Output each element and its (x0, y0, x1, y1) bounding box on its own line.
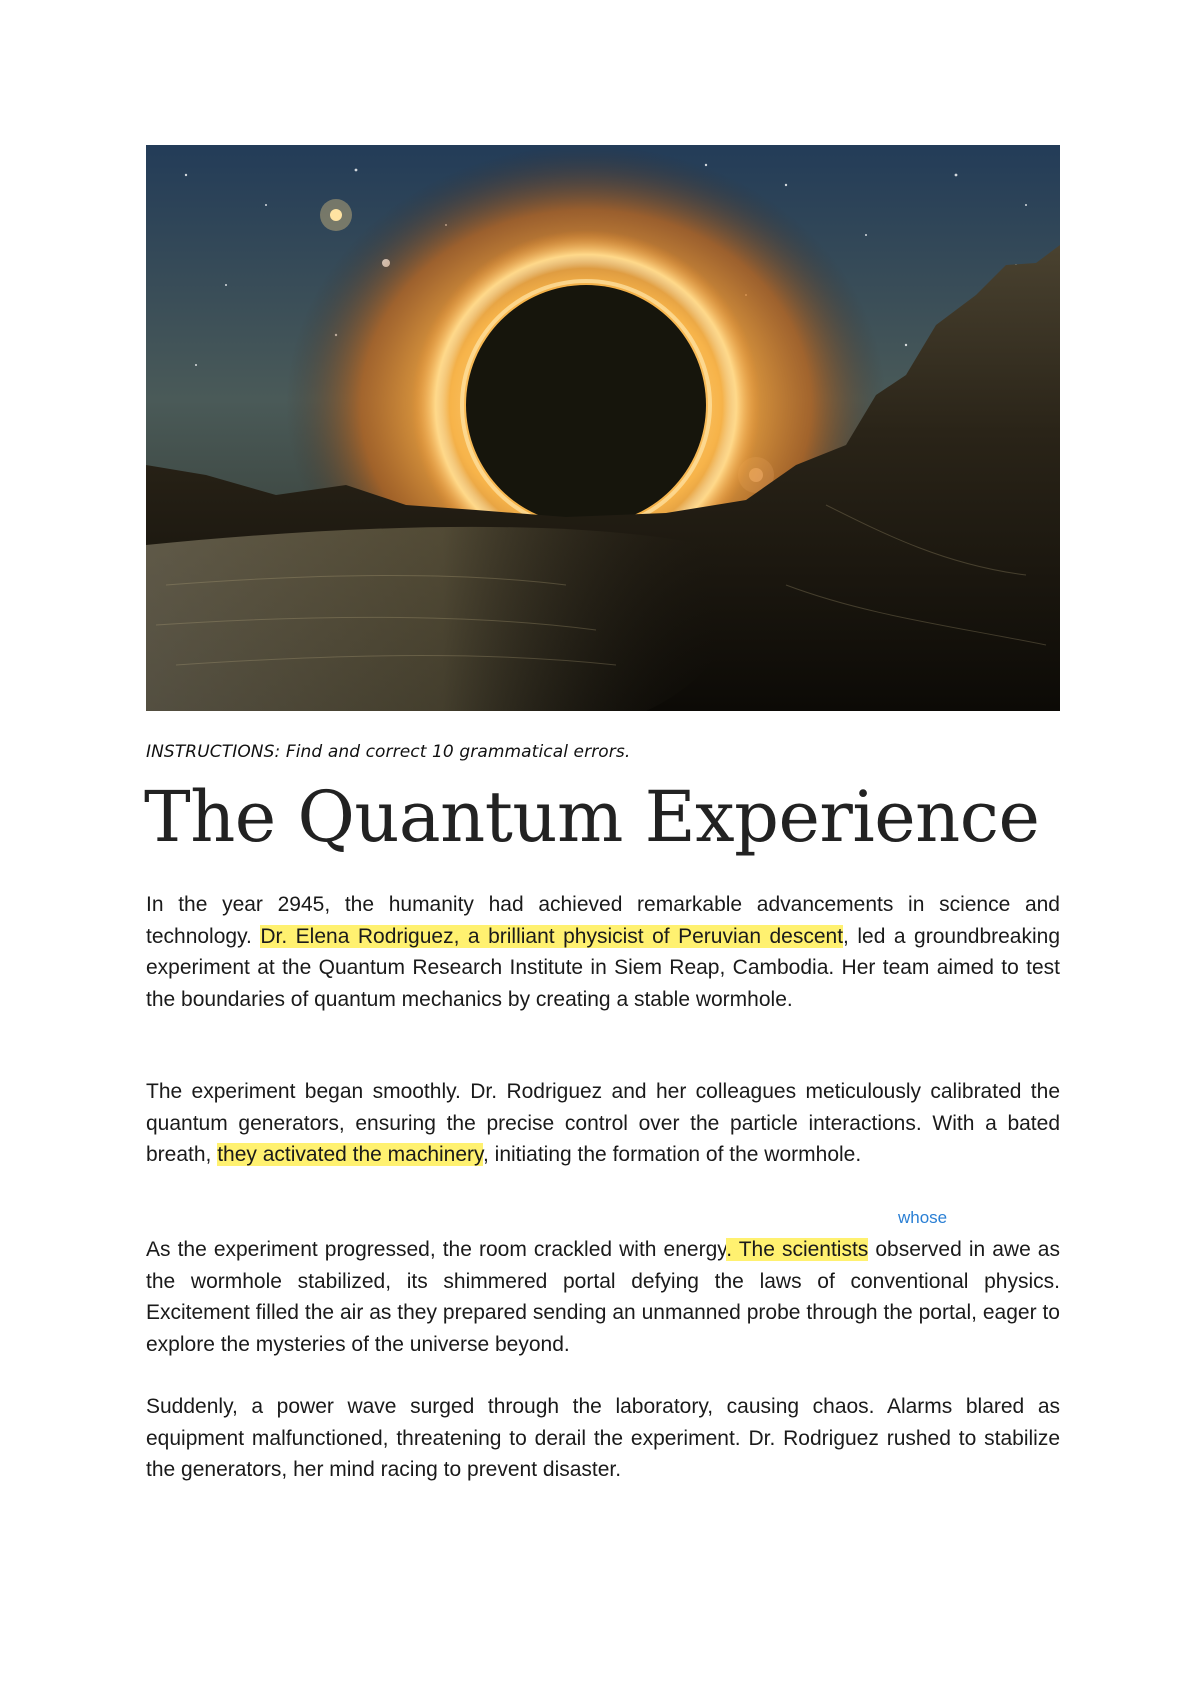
paragraph-2 (146, 1076, 1060, 1171)
paragraph-1-highlight: Dr. Elena Rodriguez, a brilliant physicist of Peruvian descent (260, 924, 844, 948)
paragraph-1-text-b: , led a groundbreaking experiment at the Quantum Research Institute in Siem Reap, Cambodia. Her team aimed to test the boundaries of quantum mechanics by creating a stable wormhole. (146, 924, 1060, 1011)
paragraph-1 (146, 889, 1060, 1015)
hero-image (146, 145, 1060, 711)
paragraph-3-text-b: observed in awe as the wormhole stabilized, its shimmered portal defying the laws of conventional physics. Excitement filled the air as they prepared sending an unmanned probe through the portal, eager to explore the mysteries of the universe beyond. (146, 1238, 1060, 1356)
paragraph-4 (146, 1391, 1060, 1486)
black-hole-illustration (146, 145, 1060, 711)
paragraph-3 (146, 1234, 1060, 1360)
paragraph-4-text-a: Suddenly, a power wave surged through the laboratory, causing chaos. Alarms blared as equipment malfunctioned, threatening to derail the experiment. Dr. Rodriguez rushed to stabilize the generators, her mind racing to prevent disaster. (146, 1395, 1060, 1481)
page-title: The Quantum Experience (144, 776, 1040, 858)
paragraph-3-text-a: As the experiment progressed, the room crackled with energy (146, 1238, 727, 1261)
paragraph-3-highlight: . The scientists (726, 1238, 869, 1261)
instructions-text: INSTRUCTIONS: Find and correct 10 grammatical errors. (146, 742, 631, 762)
paragraph-2-text-a: The experiment began smoothly. Dr. Rodriguez and her colleagues meticulously calibrated the quantum generators, ensuring the precise control over the particle interactions. With a bated breath, (146, 1080, 1060, 1166)
paragraph-2-text-b: , initiating the formation of the wormhole. (482, 1143, 862, 1166)
paragraph-2-highlight: they activated the machinery (217, 1143, 483, 1166)
paragraph-1-text-a: In the year 2945, the humanity had achieved remarkable advancements in science and technology. (146, 893, 1060, 948)
annotation-whose: whose (898, 1208, 948, 1227)
